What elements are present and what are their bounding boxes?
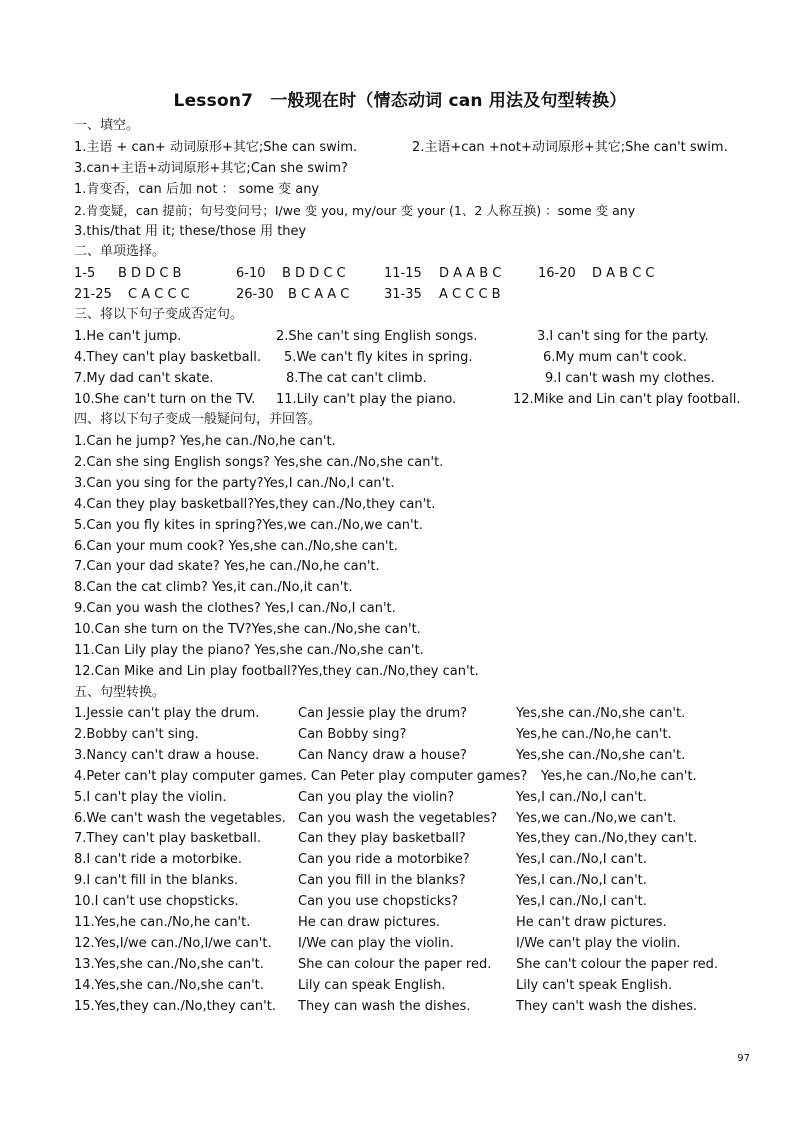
page-title: Lesson7 一般现在时（情态动词 can 用法及句型转换） xyxy=(173,91,627,111)
transform-cell: I/We can't play the violin. xyxy=(516,935,681,951)
transform-cell: Yes,they can./No,they can't. xyxy=(516,831,698,847)
transform-cell: 12.Yes,I/we can./No,I/we can't. xyxy=(74,935,272,951)
negative-sentence: 2.She can't sing English songs. xyxy=(276,329,478,344)
transform-cell: He can't draw pictures. xyxy=(516,915,667,930)
answer-key: B C A A C xyxy=(288,287,350,302)
question-answer-item: 10.Can she turn on the TV?Yes,she can./No,she can't. xyxy=(74,622,421,638)
negative-sentence: 3.I can't sing for the party. xyxy=(537,329,709,344)
question-answer-item: 12.Can Mike and Lin play football?Yes,they can./No,they can't. xyxy=(74,663,479,679)
negative-sentence: 11.Lily can't play the piano. xyxy=(276,392,457,407)
transform-cell: 3.Nancy can't draw a house. xyxy=(74,747,260,763)
transform-cell: Lily can't speak English. xyxy=(516,977,673,993)
question-answer-item: 7.Can your dad skate? Yes,he can./No,he can't. xyxy=(74,559,380,575)
section-heading-multiple-choice: 二、单项选择。 xyxy=(74,244,166,259)
answer-key: C A C C C xyxy=(128,287,190,302)
answer-range: 1-5 xyxy=(74,266,96,281)
negative-sentence: 1.He can't jump. xyxy=(74,329,182,344)
answer-key: B D D C B xyxy=(118,266,182,281)
transform-cell: They can wash the dishes. xyxy=(298,998,471,1014)
transform-cell: Yes,she can./No,she can't. xyxy=(516,706,686,721)
transform-cell: 7.They can't play basketball. xyxy=(74,831,261,847)
transform-cell: They can't wash the dishes. xyxy=(516,998,698,1014)
transform-cell: Yes,I can./No,I can't. xyxy=(516,789,647,805)
answer-key: D A A B C xyxy=(439,266,502,281)
question-answer-item: 6.Can your mum cook? Yes,she can./No,she can't. xyxy=(74,538,398,554)
section-heading-transform: 五、句型转换。 xyxy=(74,685,166,700)
transform-cell: 6.We can't wash the vegetables. xyxy=(74,810,286,826)
transform-cell: Can you fill in the blanks? xyxy=(298,873,466,889)
transform-cell: Can you ride a motorbike? xyxy=(298,852,470,868)
transform-cell: She can't colour the paper red. xyxy=(516,956,719,972)
transform-cell: 2.Bobby can't sing. xyxy=(74,726,199,742)
answer-key: B D D C C xyxy=(282,266,346,281)
answer-key: A C C C B xyxy=(439,287,501,302)
transform-cell: Can you wash the vegetables? xyxy=(298,810,498,826)
negative-sentence: 10.She can't turn on the TV. xyxy=(74,392,256,407)
transform-cell: 15.Yes,they can./No,they can't. xyxy=(74,998,276,1014)
transform-cell: Can you play the violin? xyxy=(298,789,455,805)
transform-cell: Lily can speak English. xyxy=(298,977,446,993)
negative-sentence: 4.They can't play basketball. xyxy=(74,350,261,365)
transform-cell: 10.I can't use chopsticks. xyxy=(74,894,239,910)
question-answer-item: 2.Can she sing English songs? Yes,she can./No,she can't. xyxy=(74,454,444,470)
transform-cell: Yes,I can./No,I can't. xyxy=(516,852,647,868)
transform-cell: 1.Jessie can't play the drum. xyxy=(74,706,260,721)
question-answer-item: 4.Can they play basketball?Yes,they can./No,they can't. xyxy=(74,496,436,512)
transform-cell: Can Nancy draw a house? xyxy=(298,747,467,763)
negative-sentence: 9.I can't wash my clothes. xyxy=(545,371,715,386)
transform-cell: Can you use chopsticks? xyxy=(298,894,458,910)
transform-cell: She can colour the paper red. xyxy=(298,956,492,972)
transform-cell: 4.Peter can't play computer games. Can Peter play computer games? xyxy=(74,768,528,784)
rule-to-question: 2.肯变疑，can 提前；句号变问号；I/we 变 you, my/our 变 your (1、2 人称互换) ：some 变 any xyxy=(74,203,636,218)
question-answer-item: 8.Can the cat climb? Yes,it can./No,it can't. xyxy=(74,580,353,596)
question-answer-item: 5.Can you fly kites in spring?Yes,we can./No,we can't. xyxy=(74,517,423,533)
transform-cell: 9.I can't fill in the blanks. xyxy=(74,873,239,889)
question-answer-item: 11.Can Lily play the piano? Yes,she can./No,she can't. xyxy=(74,643,424,658)
negative-sentence: 8.The cat can't climb. xyxy=(286,371,427,386)
answer-range: 21-25 xyxy=(74,287,112,302)
answer-range: 6-10 xyxy=(236,266,266,281)
rule-affirmative: 1.主语 + can+ 动词原形+其它;She can swim. xyxy=(74,140,358,155)
transform-cell: Yes,he can./No,he can't. xyxy=(516,726,672,742)
rule-question: 3.can+主语+动词原形+其它;Can she swim? xyxy=(74,161,348,176)
transform-cell: 8.I can't ride a motorbike. xyxy=(74,852,243,868)
answer-range: 31-35 xyxy=(384,287,422,302)
negative-sentence: 12.Mike and Lin can't play football. xyxy=(513,392,741,407)
transform-cell: He can draw pictures. xyxy=(298,915,441,930)
transform-cell: Can Jessie play the drum? xyxy=(298,706,468,721)
section-heading-negative: 三、将以下句子变成否定句。 xyxy=(74,307,244,322)
transform-cell: Can Bobby sing? xyxy=(298,726,407,742)
question-answer-item: 9.Can you wash the clothes? Yes,I can./No,I can't. xyxy=(74,601,396,617)
negative-sentence: 5.We can't fly kites in spring. xyxy=(284,350,473,365)
negative-sentence: 7.My dad can't skate. xyxy=(74,371,214,386)
answer-range: 16-20 xyxy=(538,266,576,281)
page-number: 97 xyxy=(737,1053,750,1064)
rule-to-negative: 1.肯变否，can 后加 not ： some 变 any xyxy=(74,182,320,197)
transform-cell: Yes,I can./No,I can't. xyxy=(516,894,647,910)
answer-key: D A B C C xyxy=(592,266,655,281)
negative-sentence: 6.My mum can't cook. xyxy=(543,350,688,365)
rule-pronouns: 3.this/that 用 it; these/those 用 they xyxy=(74,224,307,239)
transform-cell: Yes,he can./No,he can't. xyxy=(541,768,697,784)
section-heading-questions: 四、将以下句子变成一般疑问句，并回答。 xyxy=(74,412,322,427)
transform-cell: Yes,she can./No,she can't. xyxy=(516,747,686,763)
transform-cell: 11.Yes,he can./No,he can't. xyxy=(74,915,251,930)
transform-cell: 14.Yes,she can./No,she can't. xyxy=(74,977,264,993)
question-answer-item: 3.Can you sing for the party?Yes,I can./No,I can't. xyxy=(74,475,395,491)
section-heading-fill-blanks: 一、填空。 xyxy=(74,118,140,133)
transform-cell: 13.Yes,she can./No,she can't. xyxy=(74,956,264,972)
transform-cell: Can they play basketball? xyxy=(298,831,466,847)
transform-cell: 5.I can't play the violin. xyxy=(74,789,227,805)
rule-negative: 2.主语+can +not+动词原形+其它;She can't swim. xyxy=(412,140,728,155)
transform-cell: Yes,we can./No,we can't. xyxy=(516,810,677,826)
transform-cell: Yes,I can./No,I can't. xyxy=(516,873,647,889)
answer-range: 26-30 xyxy=(236,287,274,302)
transform-cell: I/We can play the violin. xyxy=(298,935,454,951)
question-answer-item: 1.Can he jump? Yes,he can./No,he can't. xyxy=(74,434,336,449)
answer-range: 11-15 xyxy=(384,266,422,281)
